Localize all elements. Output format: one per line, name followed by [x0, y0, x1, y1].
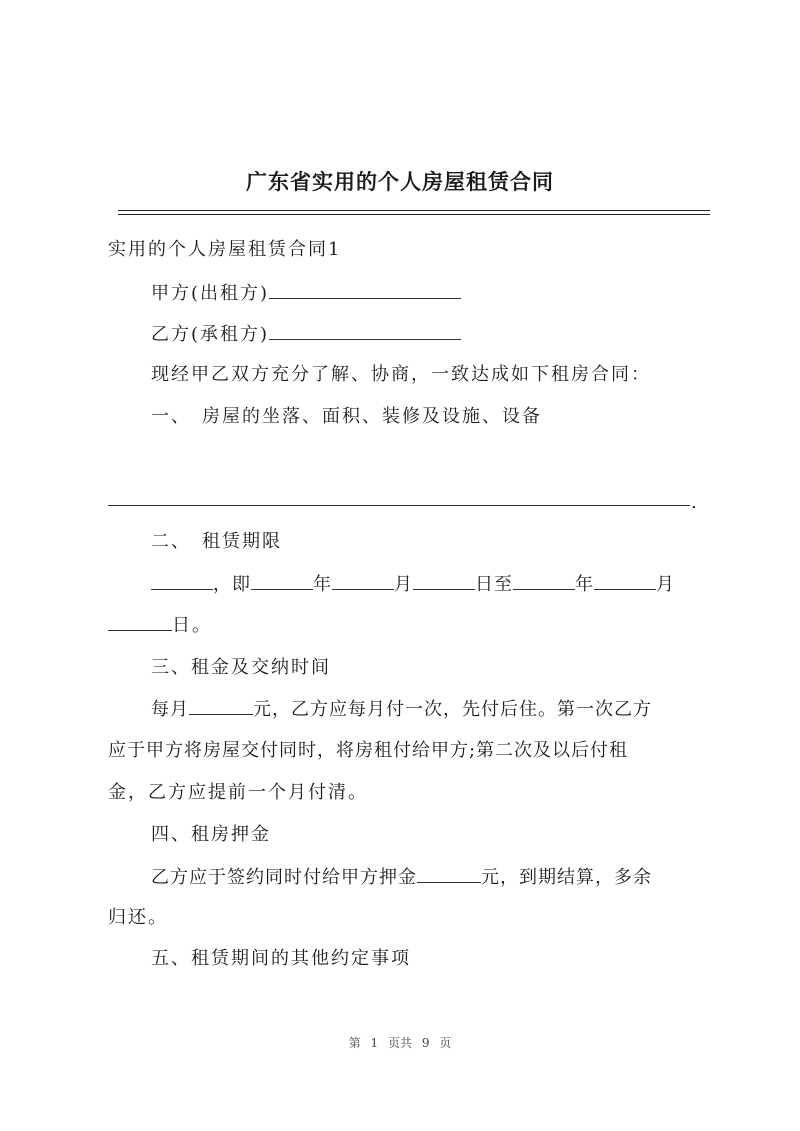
deposit-line-2: 归还。 [108, 907, 168, 928]
deposit-line-1 [151, 864, 652, 891]
party-a-line [151, 280, 461, 307]
term-start-year-blank[interactable] [251, 571, 313, 590]
term-text-6: 月 [656, 574, 675, 595]
section-4-heading: 四、租房押金 [151, 824, 271, 845]
section-heading: 实用的个人房屋租赁合同1 [108, 239, 342, 260]
section-5-heading: 五、租赁期间的其他约定事项 [151, 948, 411, 969]
rent-text-1a: 每月 [151, 699, 189, 720]
term-text-2: 年 [313, 574, 332, 595]
deposit-amount-blank[interactable] [417, 864, 481, 883]
term-line-2 [108, 612, 212, 639]
party-b-blank[interactable] [269, 321, 461, 340]
property-description-end: . [691, 492, 697, 513]
term-end-day-blank[interactable] [108, 612, 172, 631]
party-a-blank[interactable] [269, 280, 461, 299]
term-text-1: ，即 [213, 574, 251, 595]
term-text-5: 年 [575, 574, 594, 595]
term-text-3: 月 [394, 574, 413, 595]
monthly-rent-blank[interactable] [189, 696, 253, 715]
property-description-blank[interactable] [108, 505, 690, 506]
rent-text-1b: 元，乙方应每月付一次，先付后住。第一次乙方 [253, 699, 652, 720]
party-a-label: 甲方(出租方) [151, 283, 270, 304]
term-duration-blank[interactable] [151, 571, 213, 590]
section-3-heading: 三、租金及交纳时间 [151, 657, 331, 678]
section-2-heading: 二、 租赁期限 [151, 531, 282, 552]
deposit-text-1b: 元，到期结算，多余 [481, 867, 652, 888]
term-end-year-blank[interactable] [513, 571, 575, 590]
document-title: 广东省实用的个人房屋租赁合同 [246, 170, 554, 194]
rent-line-2: 应于甲方将房屋交付同时，将房租付给甲方;第二次及以后付租 [108, 740, 629, 761]
party-b-label: 乙方(承租方) [151, 324, 270, 345]
term-line [151, 571, 675, 598]
intro-text: 现经甲乙双方充分了解、协商，一致达成如下租房合同： [151, 364, 651, 385]
term-end-month-blank[interactable] [594, 571, 656, 590]
term-text-4: 日至 [475, 574, 513, 595]
title-rule-bottom [118, 214, 710, 215]
rent-line-1 [151, 696, 652, 723]
term-start-month-blank[interactable] [332, 571, 394, 590]
rent-line-3: 金，乙方应提前一个月付清。 [108, 782, 368, 803]
title-rule-top [118, 210, 710, 211]
term-text-7: 日。 [172, 615, 212, 636]
term-start-day-blank[interactable] [413, 571, 475, 590]
deposit-text-1a: 乙方应于签约同时付给甲方押金 [151, 867, 417, 888]
page-footer: 第 1 页共 9 页 [348, 1036, 452, 1050]
party-b-line [151, 321, 461, 348]
section-1-heading: 一、 房屋的坐落、面积、装修及设施、设备 [151, 406, 542, 427]
